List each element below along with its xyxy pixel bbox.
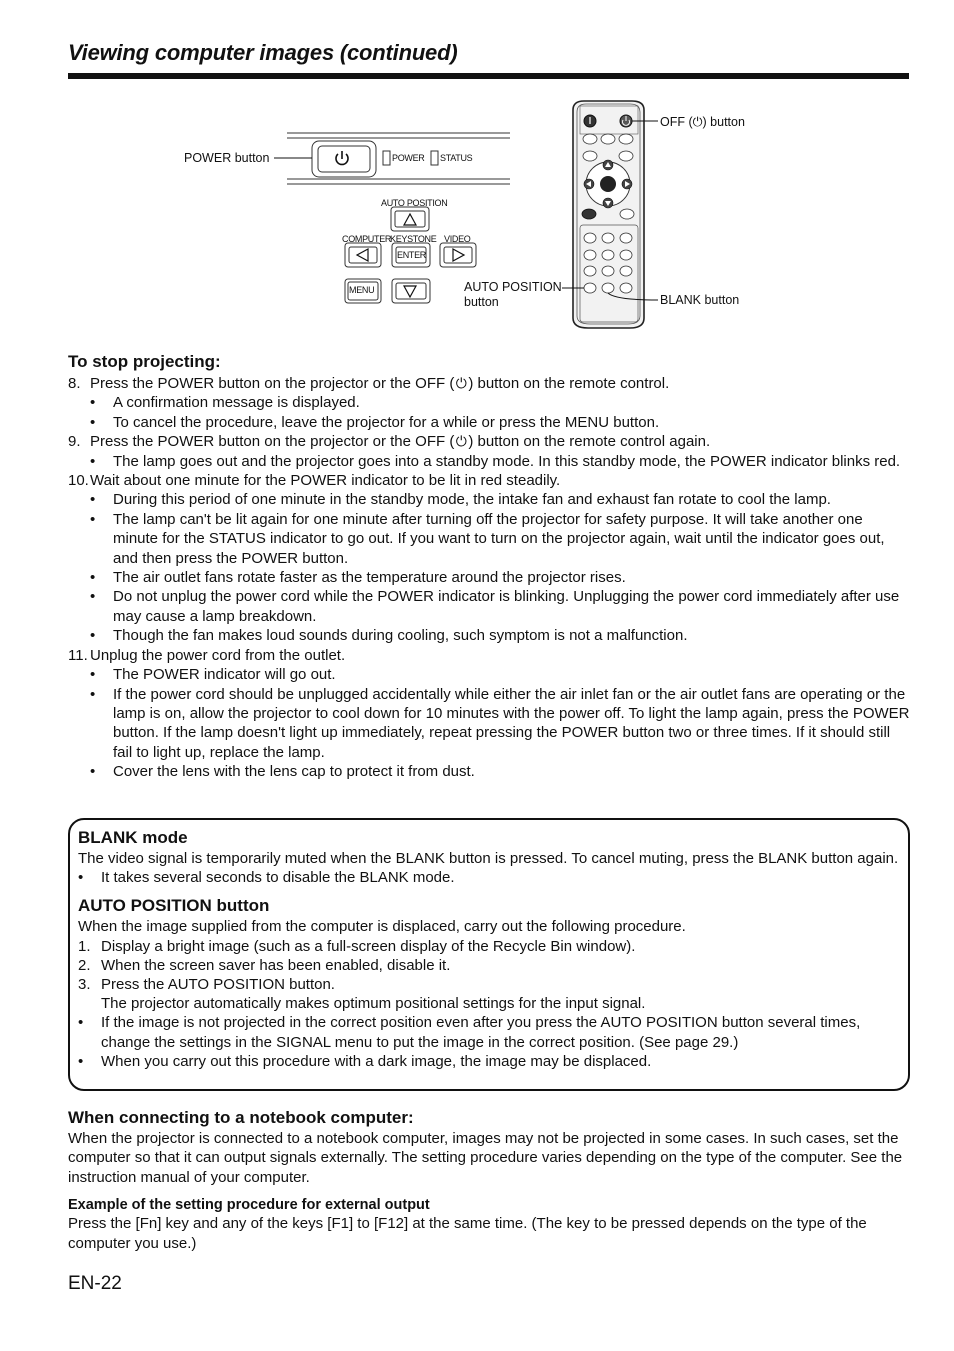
video-key-label: VIDEO	[444, 234, 471, 244]
step-9: 9. Press the POWER button on the projector or the OFF (⏻) button on the remote control again.	[68, 433, 711, 451]
list-item: • During this period of one minute in the standby mode, the intake fan and exhaust fan rotate to cool the lamp.	[90, 491, 831, 509]
step-11: 11. Unplug the power cord from the outlet.	[68, 646, 346, 664]
notebook-heading: When connecting to a notebook computer:	[68, 1108, 414, 1127]
list-item: • The air outlet fans rotate faster as the temperature around the projector rises.	[90, 569, 626, 587]
blank-mode-text: The video signal is temporarily muted when the BLANK button is pressed. To cancel muting, press the BLANK button again.	[78, 850, 899, 867]
list-item: 2. When the screen saver has been enabled, disable it.	[78, 956, 451, 974]
list-item: • Though the fan makes loud sounds during cooling, such symptom is not a malfunction.	[90, 627, 688, 645]
blank-button-callout: BLANK button	[660, 293, 740, 307]
arrow-up-icon	[404, 214, 416, 225]
list-item: 1. Display a bright image (such as a full-screen display of the Recycle Bin window).	[78, 937, 636, 955]
list-item: • A confirmation message is displayed.	[90, 394, 360, 412]
list-item: • When you carry out this procedure with a dark image, the image may be displaced.	[78, 1052, 652, 1070]
keystone-key-label: KEYSTONE	[390, 234, 437, 244]
blank-mode-heading: BLANK mode	[78, 828, 188, 847]
list-item: • It takes several seconds to disable the BLANK mode.	[78, 869, 455, 887]
enter-key-label: ENTER	[397, 250, 427, 260]
off-button-callout: OFF (⏻) button	[660, 115, 745, 129]
auto-position-heading: AUTO POSITION button	[78, 896, 270, 916]
list-item: • The lamp goes out and the projector goes into a standby mode. In this standby mode, the POWER indicator blinks red.	[90, 452, 901, 470]
power-icon: ⏻	[455, 375, 467, 391]
notebook-text: When the projector is connected to a notebook computer, images may not be projected in some cases. In such cases, set the computer so that it can output signals externally. The setting procedure varies depending on the type of the computer. See the instruction manual of your computer.	[68, 1130, 903, 1186]
stop-projecting-section	[68, 350, 911, 782]
note-box	[68, 818, 910, 1091]
example-heading: Example of the setting procedure for external output	[68, 1197, 430, 1214]
list-item: • If the power cord should be unplugged accidentally while either the air inlet fan or the air outlet fans are operating or the lamp is on, allow the projector to cool down for 10 minutes with the power off. To light the lamp again, press the POWER button. If the lamp doesn't light up immediately, repeat pressing the POWER button two or three times. If it should still fail to light up, replace the lamp.	[90, 685, 910, 761]
example-text: Press the [Fn] key and any of the keys [F1] to [F12] at the same time. (The key to be pressed depends on the type of the computer you use.)	[68, 1215, 867, 1252]
notebook-section	[68, 1107, 911, 1253]
list-item: • The lamp can't be lit again for one minute after turning off the projector for safety purpose. It will take another one minute for the STATUS indicator to go out. If you want to turn on the projector again, wait until the indicator goes out, and then press the POWER button.	[90, 510, 885, 567]
power-button-callout: POWER button	[184, 151, 270, 165]
stop-heading: To stop projecting:	[68, 352, 221, 371]
auto-position-intro: When the image supplied from the computer is displaced, carry out the following procedure.	[78, 918, 686, 936]
power-icon	[336, 151, 348, 164]
power-icon: ⏻	[692, 115, 703, 129]
step-10: 10. Wait about one minute for the POWER indicator to be lit in red steadily.	[68, 472, 561, 490]
auto-position-key-label: AUTO POSITION	[381, 198, 448, 208]
page-title: Viewing computer images (continued)	[68, 40, 458, 65]
list-item: • Do not unplug the power cord while the POWER indicator is blinking. Unplugging the power cord immediately after use may cause a lamp breakdown.	[90, 588, 900, 625]
page-number: EN-22	[68, 1273, 122, 1294]
computer-key-label: COMPUTER	[342, 234, 392, 244]
control-diagram	[0, 0, 954, 340]
status-indicator-label: STATUS	[440, 153, 473, 163]
menu-key-label: MENU	[349, 285, 375, 295]
list-item: • Cover the lens with the lens cap to protect it from dust.	[90, 763, 475, 781]
list-item: • If the image is not projected in the correct position even after you press the AUTO POSITION button several times, change the settings in the SIGNAL menu to put the image in the correct position. (See page 29.)	[78, 1014, 861, 1051]
arrow-left-icon	[357, 249, 368, 261]
arrow-down-icon	[404, 286, 416, 297]
list-item: • The POWER indicator will go out.	[90, 666, 336, 684]
list-item: 3. Press the AUTO POSITION button. The projector automatically makes optimum positional settings for the input signal.	[78, 976, 646, 1013]
auto-position-callout: AUTO POSITION button	[464, 280, 562, 309]
power-indicator-label: POWER	[392, 153, 425, 163]
power-icon: ⏻	[455, 433, 467, 450]
arrow-right-icon	[453, 249, 464, 261]
step-8: 8. Press the POWER button on the projector or the OFF (⏻) button on the remote control.	[68, 375, 670, 392]
list-item: • To cancel the procedure, leave the projector for a while or press the MENU button.	[90, 413, 660, 431]
